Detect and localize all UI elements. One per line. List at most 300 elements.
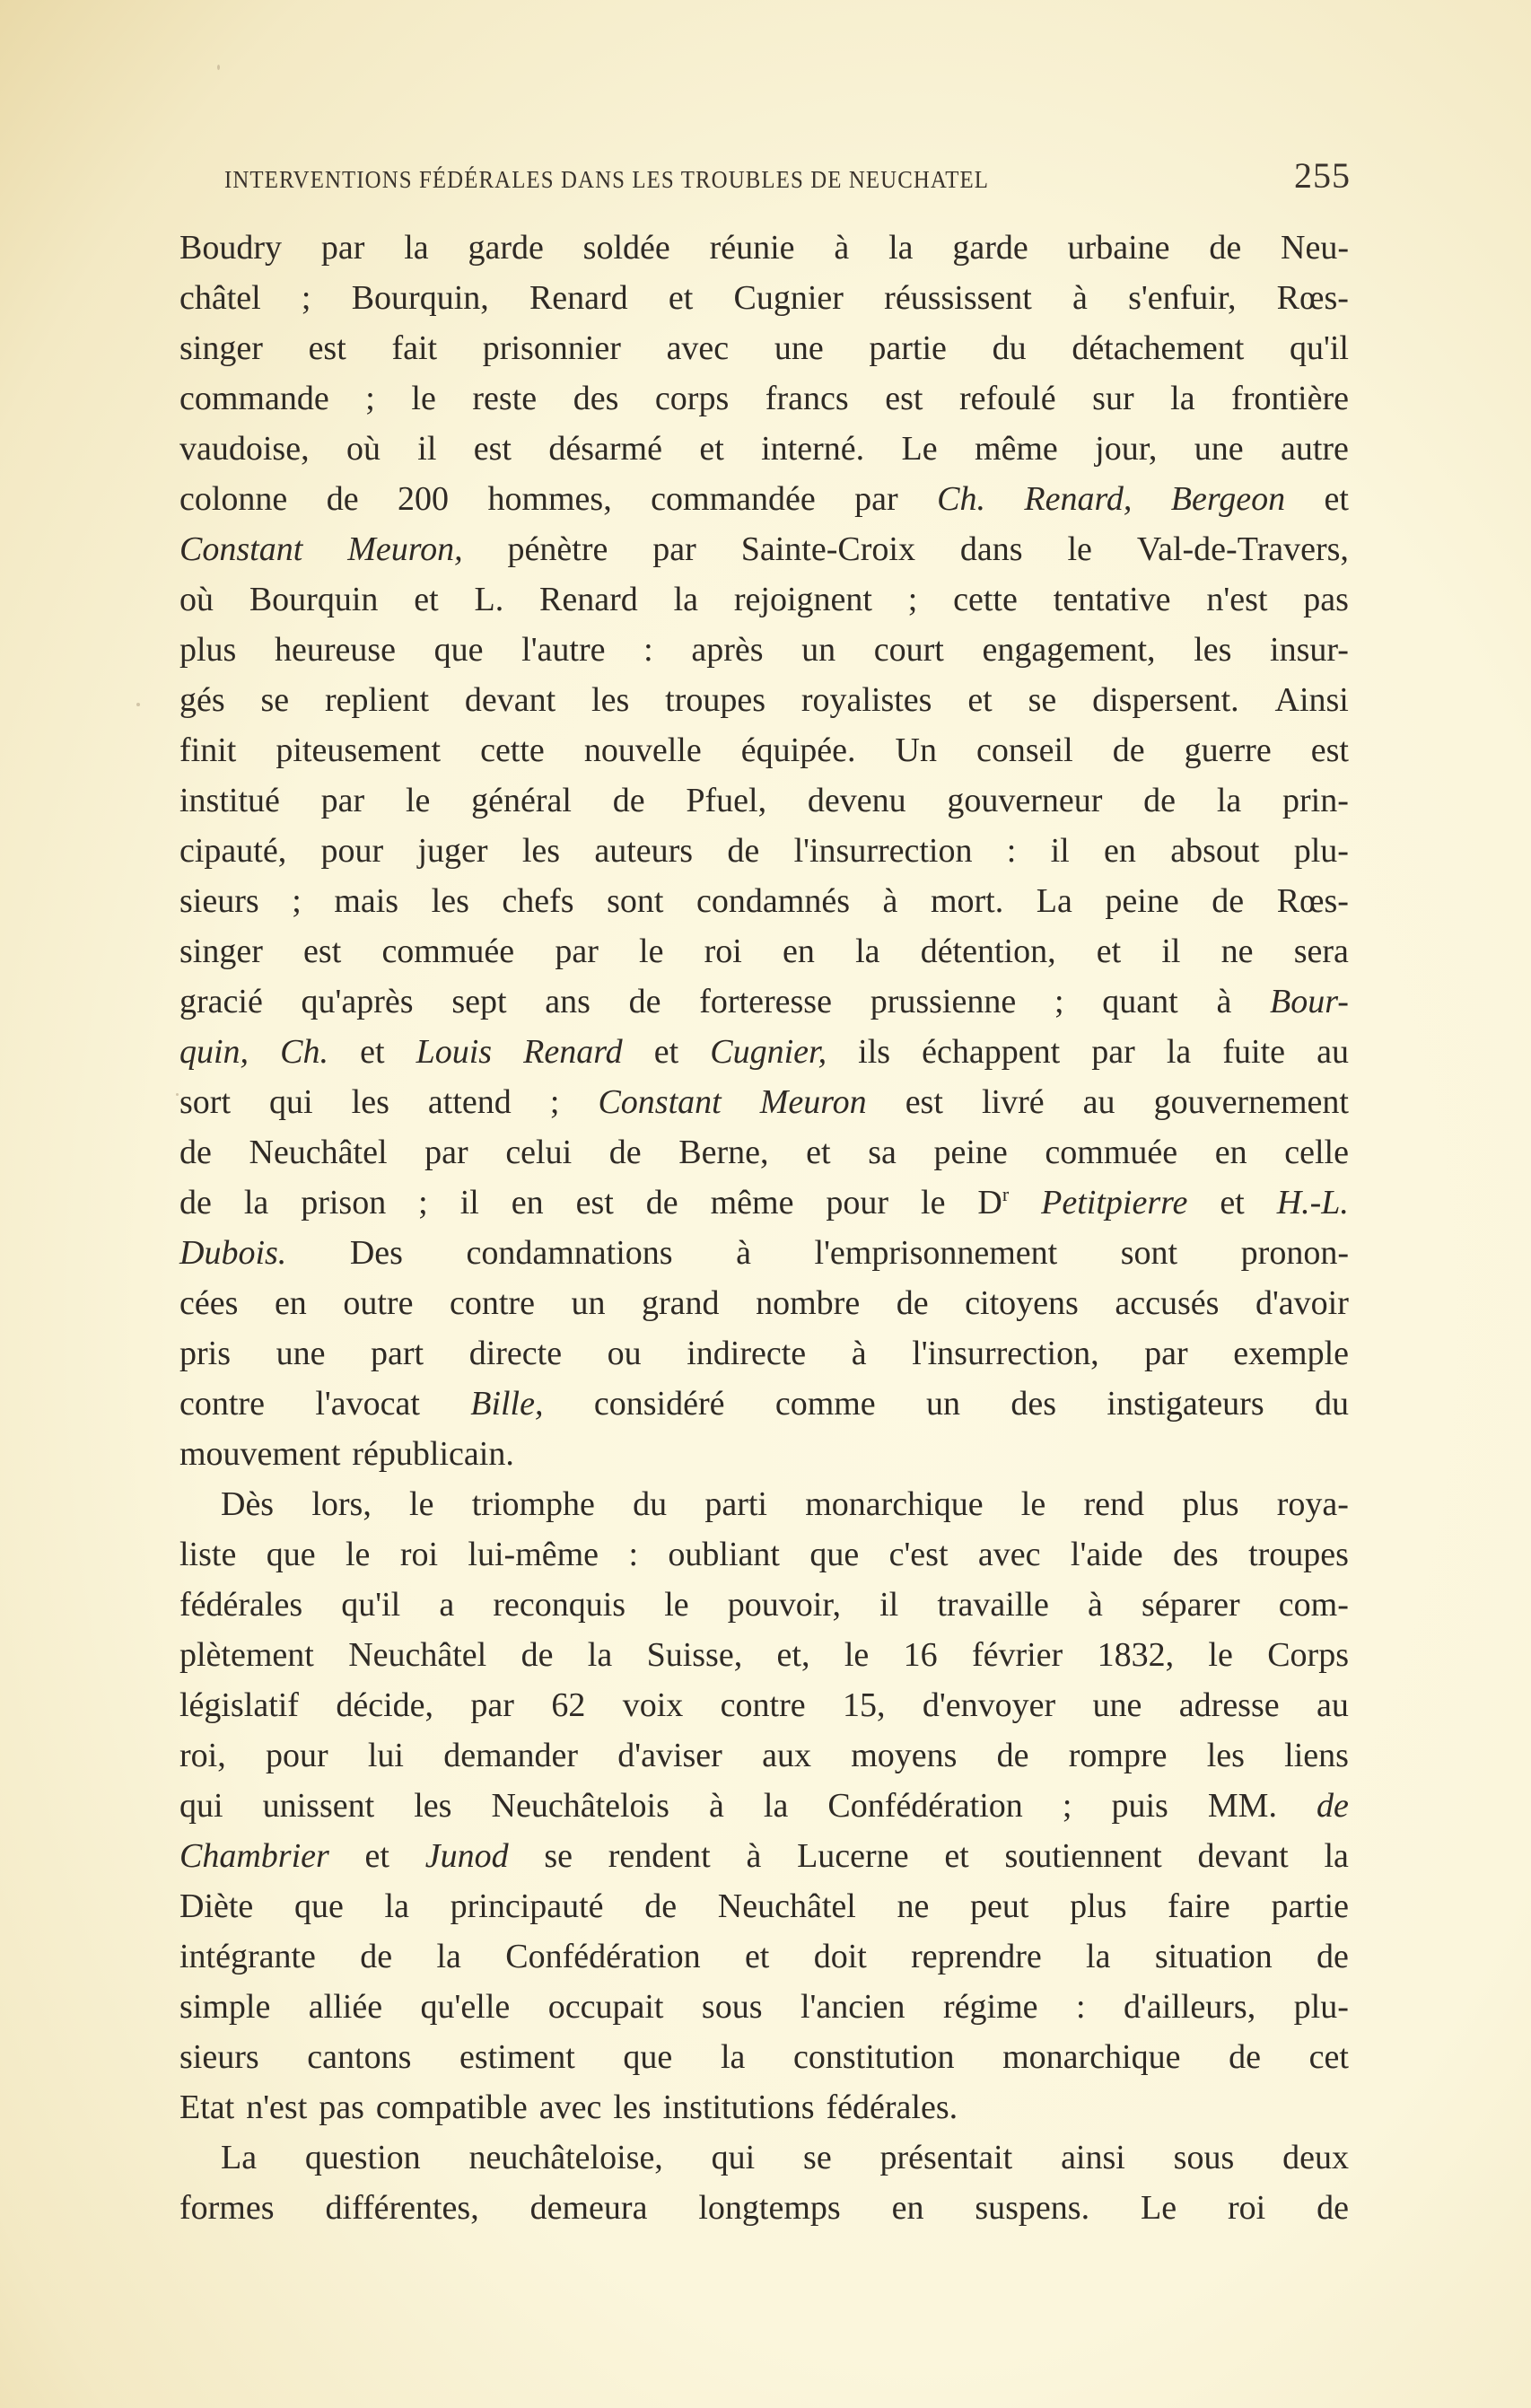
word: auteurs (594, 832, 694, 870)
text-line (179, 424, 1349, 474)
word: et (364, 1837, 389, 1875)
word: Neuchâtel (249, 1134, 388, 1171)
word: le (409, 1485, 434, 1523)
word: Dès (221, 1485, 275, 1523)
word: pouvoir, (727, 1586, 841, 1624)
word: ainsi (1061, 2139, 1125, 2176)
word: en (1214, 1134, 1247, 1171)
word: le (921, 1184, 946, 1222)
word: et (1324, 480, 1349, 518)
word: devant (464, 681, 556, 719)
word: 1832, (1097, 1636, 1175, 1674)
word: commuée (381, 933, 515, 970)
word: le (405, 782, 431, 819)
text-line (179, 1127, 1349, 1178)
word: prisonnier (482, 329, 621, 367)
word: de (326, 480, 359, 518)
word: $D^r$ (977, 1183, 1010, 1222)
word: Corps (1267, 1636, 1349, 1674)
text-line (179, 1982, 1349, 2032)
word: la (673, 581, 699, 618)
word: après (691, 631, 764, 669)
word: une (276, 1335, 326, 1372)
word: de (608, 1134, 642, 1171)
paper-speck (176, 1093, 179, 1096)
word: Confédération (827, 1787, 1023, 1825)
word: de (1317, 2189, 1349, 2227)
text-line (179, 1630, 1349, 1680)
word: qu'après (301, 983, 414, 1020)
text-line (179, 1781, 1349, 1831)
word: situation (1154, 1938, 1273, 1975)
word: comme (774, 1385, 876, 1423)
word: une (1092, 1686, 1142, 1724)
word: le (1020, 1485, 1046, 1523)
word: interné. (761, 430, 865, 468)
word: chefs (502, 882, 574, 920)
word: que (623, 2038, 673, 2076)
word: Lucerne (797, 1837, 909, 1875)
word: l'avocat (315, 1385, 420, 1423)
word: ils (858, 1033, 891, 1071)
word: est (303, 933, 342, 970)
word: dans (959, 530, 1023, 568)
text-line (179, 1479, 1349, 1529)
word: une (774, 329, 824, 367)
word: différentes, (325, 2189, 479, 2227)
word: même (974, 430, 1058, 468)
word: monarchique (1002, 2038, 1181, 2076)
word: Un (895, 731, 937, 769)
word: à (882, 882, 898, 920)
word: troupes (665, 681, 766, 719)
word: Rœs- (1276, 279, 1349, 317)
word: n'est (246, 2088, 308, 2126)
word: par (470, 1686, 514, 1724)
word: gracié (179, 983, 263, 1020)
word: l'ancien (800, 1988, 905, 2026)
word: et (668, 279, 694, 317)
word: peut (970, 1887, 1029, 1925)
word: républicain. (352, 1435, 514, 1473)
word: février (971, 1636, 1063, 1674)
word: équipée. (740, 731, 856, 769)
word: Diète (179, 1887, 254, 1925)
word: cipauté, (179, 832, 287, 870)
word: régime (942, 1988, 1038, 2026)
word: commuée (1045, 1134, 1178, 1171)
word: absout (1170, 832, 1260, 870)
text-line (179, 1931, 1349, 1982)
word: cette (480, 731, 545, 769)
word: une (1194, 430, 1244, 468)
word: d'envoyer (922, 1686, 1056, 1724)
word: Constant (598, 1083, 722, 1121)
word: alliée (308, 1988, 383, 2026)
word: sa (868, 1134, 897, 1171)
word: sous (1173, 2139, 1235, 2176)
word: adresse (1178, 1686, 1280, 1724)
word: les (351, 1083, 389, 1121)
word: doit (813, 1938, 867, 1975)
word: se (260, 681, 290, 719)
word: les (1206, 1737, 1245, 1774)
text-line (179, 1379, 1349, 1429)
word: partie (1271, 1887, 1349, 1925)
word: mouvement (179, 1435, 341, 1473)
word: Chambrier (179, 1837, 329, 1875)
word: lors, (311, 1485, 372, 1523)
word: où (346, 430, 381, 468)
word: des (1173, 1536, 1219, 1573)
word: se (803, 2139, 832, 2176)
word: replient (325, 681, 430, 719)
word: de (179, 1184, 212, 1222)
word: le (844, 1636, 870, 1674)
text-line (179, 675, 1349, 725)
word: de (644, 1887, 678, 1925)
word: contre (449, 1284, 535, 1322)
word: la (888, 229, 914, 267)
word: de (521, 1636, 554, 1674)
word: instigateurs (1107, 1385, 1264, 1423)
word: : (628, 1536, 638, 1573)
word: mort. (930, 882, 1004, 920)
word: peine (933, 1134, 1008, 1171)
text-line (179, 273, 1349, 323)
word: Bergeon (1170, 480, 1286, 518)
word: en (891, 2189, 924, 2227)
word: que (293, 1887, 344, 1925)
word: qu'il (341, 1586, 401, 1624)
text-line (179, 1027, 1349, 1077)
word: Suisse, (646, 1636, 743, 1674)
word: singer (179, 933, 263, 970)
word: puis (1111, 1787, 1168, 1825)
word: la (243, 1184, 269, 1222)
word: est (885, 380, 923, 417)
word: en (511, 1184, 544, 1222)
word: L. (474, 581, 504, 618)
word: question (304, 2139, 421, 2176)
word: le (639, 933, 664, 970)
word: plètement (179, 1636, 314, 1674)
word: il (459, 1184, 479, 1222)
word: piteusement (276, 731, 442, 769)
text-line (179, 1680, 1349, 1730)
word: à (1087, 1586, 1103, 1624)
word: fait (391, 329, 438, 367)
word: l'emprisonnement (814, 1234, 1058, 1272)
word: prin- (1282, 782, 1349, 819)
word: demeura (529, 2189, 648, 2227)
word: royalistes (800, 681, 932, 719)
text-line (179, 1429, 1349, 1479)
text-line (179, 223, 1349, 273)
word: il (879, 1586, 899, 1624)
word: la (404, 229, 429, 267)
word: gouverneur (947, 782, 1103, 819)
word: Neu- (1281, 229, 1349, 267)
word: soutiennent (1004, 1837, 1162, 1875)
word: qu'il (1290, 329, 1349, 367)
word: Renard (529, 279, 628, 317)
word: du (1314, 1385, 1349, 1423)
word: le (1208, 1636, 1233, 1674)
word: devenu (807, 782, 906, 819)
word: Meuron (759, 1083, 867, 1121)
word: un (571, 1284, 606, 1322)
word: Etat (179, 2088, 235, 2126)
word: hommes, (487, 480, 612, 518)
word: détention, (920, 933, 1056, 970)
word: urbaine (1067, 229, 1170, 267)
word: lui (367, 1737, 404, 1774)
text-line (179, 775, 1349, 826)
word: dispersent. (1092, 681, 1239, 719)
word: com- (1278, 1586, 1349, 1624)
word: sieurs (179, 2038, 259, 2076)
word: à (1072, 279, 1088, 317)
word: unissent (262, 1787, 375, 1825)
word: la (720, 2038, 746, 2076)
word: du (992, 329, 1027, 367)
word: plu- (1293, 1988, 1349, 2026)
word: les (521, 832, 561, 870)
word: sous (701, 1988, 763, 2026)
word: en (1104, 832, 1136, 870)
word: guerre (1184, 731, 1272, 769)
word: la (1170, 380, 1195, 417)
word: nouvelle (583, 731, 702, 769)
word: fuite (1222, 1033, 1286, 1071)
word: l'insurrection, (912, 1335, 1099, 1372)
text-line (179, 1881, 1349, 1931)
paper-speck (136, 703, 140, 706)
text-line (179, 625, 1349, 675)
word: garde (468, 229, 544, 267)
word: Renard (539, 581, 638, 618)
word: la (855, 933, 880, 970)
word: Des (349, 1234, 403, 1272)
word: la (1086, 1938, 1111, 1975)
word: roi (704, 933, 742, 970)
word: et (1220, 1184, 1245, 1222)
word: Ainsi (1274, 681, 1349, 719)
word: il (1050, 832, 1070, 870)
word: reprendre (911, 1938, 1042, 1975)
word: ; (301, 279, 311, 317)
word: Bourquin, (351, 279, 489, 317)
word: s'enfuir, (1128, 279, 1237, 317)
word: accusés (1115, 1284, 1220, 1322)
word: a (439, 1586, 455, 1624)
word: la (436, 1938, 461, 1975)
word: rejoignent (733, 581, 872, 618)
word: de (628, 983, 661, 1020)
word: par (555, 933, 599, 970)
word: exemple (1233, 1335, 1349, 1372)
word: citoyens (965, 1284, 1079, 1322)
word: Meuron, (347, 530, 463, 568)
text-line (179, 474, 1349, 524)
word: Bille, (470, 1385, 544, 1423)
word: des (1010, 1385, 1057, 1423)
word: Junod (424, 1837, 509, 1875)
word: 16 (903, 1636, 938, 1674)
word: Bourquin (249, 581, 379, 618)
word: par (1091, 1033, 1135, 1071)
word: de (1212, 882, 1245, 920)
word: mais (334, 882, 399, 920)
word: et, (776, 1636, 810, 1674)
word: que (433, 631, 484, 669)
word: qui (711, 2139, 756, 2176)
word: sort (179, 1083, 231, 1121)
word: avec (977, 1536, 1041, 1573)
word: de (1209, 229, 1242, 267)
word: engagement, (982, 631, 1156, 669)
word: commandée (651, 480, 816, 518)
word: sont (607, 882, 664, 920)
word: la (587, 1636, 613, 1674)
word: par (320, 229, 365, 267)
word: Neuchâtelois (491, 1787, 669, 1825)
word: ; (418, 1184, 428, 1222)
word: lui-même (468, 1536, 599, 1573)
text-line (179, 976, 1349, 1027)
word: par (320, 782, 365, 819)
word: Sainte-Croix (740, 530, 915, 568)
page-number: 255 (1294, 155, 1351, 196)
word: La (1036, 882, 1072, 920)
word: présentait (879, 2139, 1013, 2176)
word: pour (320, 832, 384, 870)
word: les (591, 681, 630, 719)
word: à (834, 229, 850, 267)
word: aux (762, 1737, 811, 1774)
word: de (612, 782, 645, 819)
word: l'insurrection (793, 832, 973, 870)
word: plus (179, 631, 237, 669)
word: 62 (551, 1686, 586, 1724)
text-line (179, 2082, 1349, 2132)
running-title: INTERVENTIONS FÉDÉRALES DANS LES TROUBLES DE NEUCHATEL (224, 166, 990, 193)
word: colonne (179, 480, 288, 518)
word: la (1166, 1033, 1192, 1071)
word: devant (1197, 1837, 1289, 1875)
word: longtemps (698, 2189, 841, 2227)
word: Le (901, 430, 938, 468)
word: prison (301, 1184, 387, 1222)
running-head (224, 154, 1351, 199)
word: gouvernement (1153, 1083, 1349, 1121)
word: au (1082, 1083, 1115, 1121)
word: de (996, 1737, 1029, 1774)
word: Confédération (505, 1938, 701, 1975)
word: sur (1092, 380, 1134, 417)
word: de (1112, 731, 1145, 769)
word: constitution (793, 2038, 955, 2076)
word: les (1194, 631, 1232, 669)
word: livré (981, 1083, 1045, 1121)
word: pénètre (507, 530, 608, 568)
word: par (854, 480, 898, 518)
word: : (1075, 1988, 1086, 2026)
word: et (360, 1033, 385, 1071)
word: fédérales (179, 1586, 303, 1624)
word: moyens (851, 1737, 958, 1774)
word: les (414, 1787, 452, 1825)
word: général (471, 782, 572, 819)
word: où (179, 581, 214, 618)
word: francs (765, 380, 849, 417)
word: à (708, 1787, 724, 1825)
word: Bour- (1270, 983, 1349, 1020)
word: grand (642, 1284, 720, 1322)
word: un (801, 631, 836, 669)
word: au (1317, 1033, 1349, 1071)
text-line (179, 1077, 1349, 1127)
word: des (573, 380, 619, 417)
text-line (179, 2183, 1349, 2233)
word: Renard, (1024, 480, 1133, 518)
word: intégrante (179, 1938, 316, 1975)
word: en (783, 933, 815, 970)
word: contre (720, 1686, 806, 1724)
word: la (384, 1887, 409, 1925)
word: le (411, 380, 436, 417)
word: Boudry (179, 229, 282, 267)
text-line (179, 2032, 1349, 2082)
word: part (371, 1335, 424, 1372)
word: cées (179, 1284, 239, 1322)
word: ou (607, 1335, 642, 1372)
word: Rœs- (1276, 882, 1349, 920)
word: est (905, 1083, 943, 1121)
word: et (744, 1938, 770, 1975)
word: triomphe (471, 1485, 595, 1523)
word: Renard (523, 1033, 623, 1071)
word: court (873, 631, 944, 669)
word: il (417, 430, 437, 468)
word: réussissent (884, 279, 1032, 317)
word: le (1067, 530, 1092, 568)
word: par (424, 1134, 468, 1171)
word: quant (1102, 983, 1178, 1020)
text-line (179, 1529, 1349, 1580)
word: que (809, 1536, 860, 1573)
word: à (851, 1335, 867, 1372)
body-text (179, 223, 1349, 2233)
word: châtel (179, 279, 261, 317)
word: Val-de-Travers, (1136, 530, 1349, 568)
word: MM. (1207, 1787, 1277, 1825)
word: roi (1227, 2189, 1266, 2227)
word: ; (549, 1083, 560, 1121)
text-line (179, 1328, 1349, 1379)
word: ; (365, 380, 375, 417)
word: à (1216, 983, 1232, 1020)
word: faire (1168, 1887, 1230, 1925)
word: reconquis (493, 1586, 626, 1624)
word: parti (704, 1485, 767, 1523)
text-line (179, 574, 1349, 625)
word: roi (399, 1536, 439, 1573)
text-line (179, 725, 1349, 775)
word: et (806, 1134, 831, 1171)
word: conseil (976, 731, 1073, 769)
